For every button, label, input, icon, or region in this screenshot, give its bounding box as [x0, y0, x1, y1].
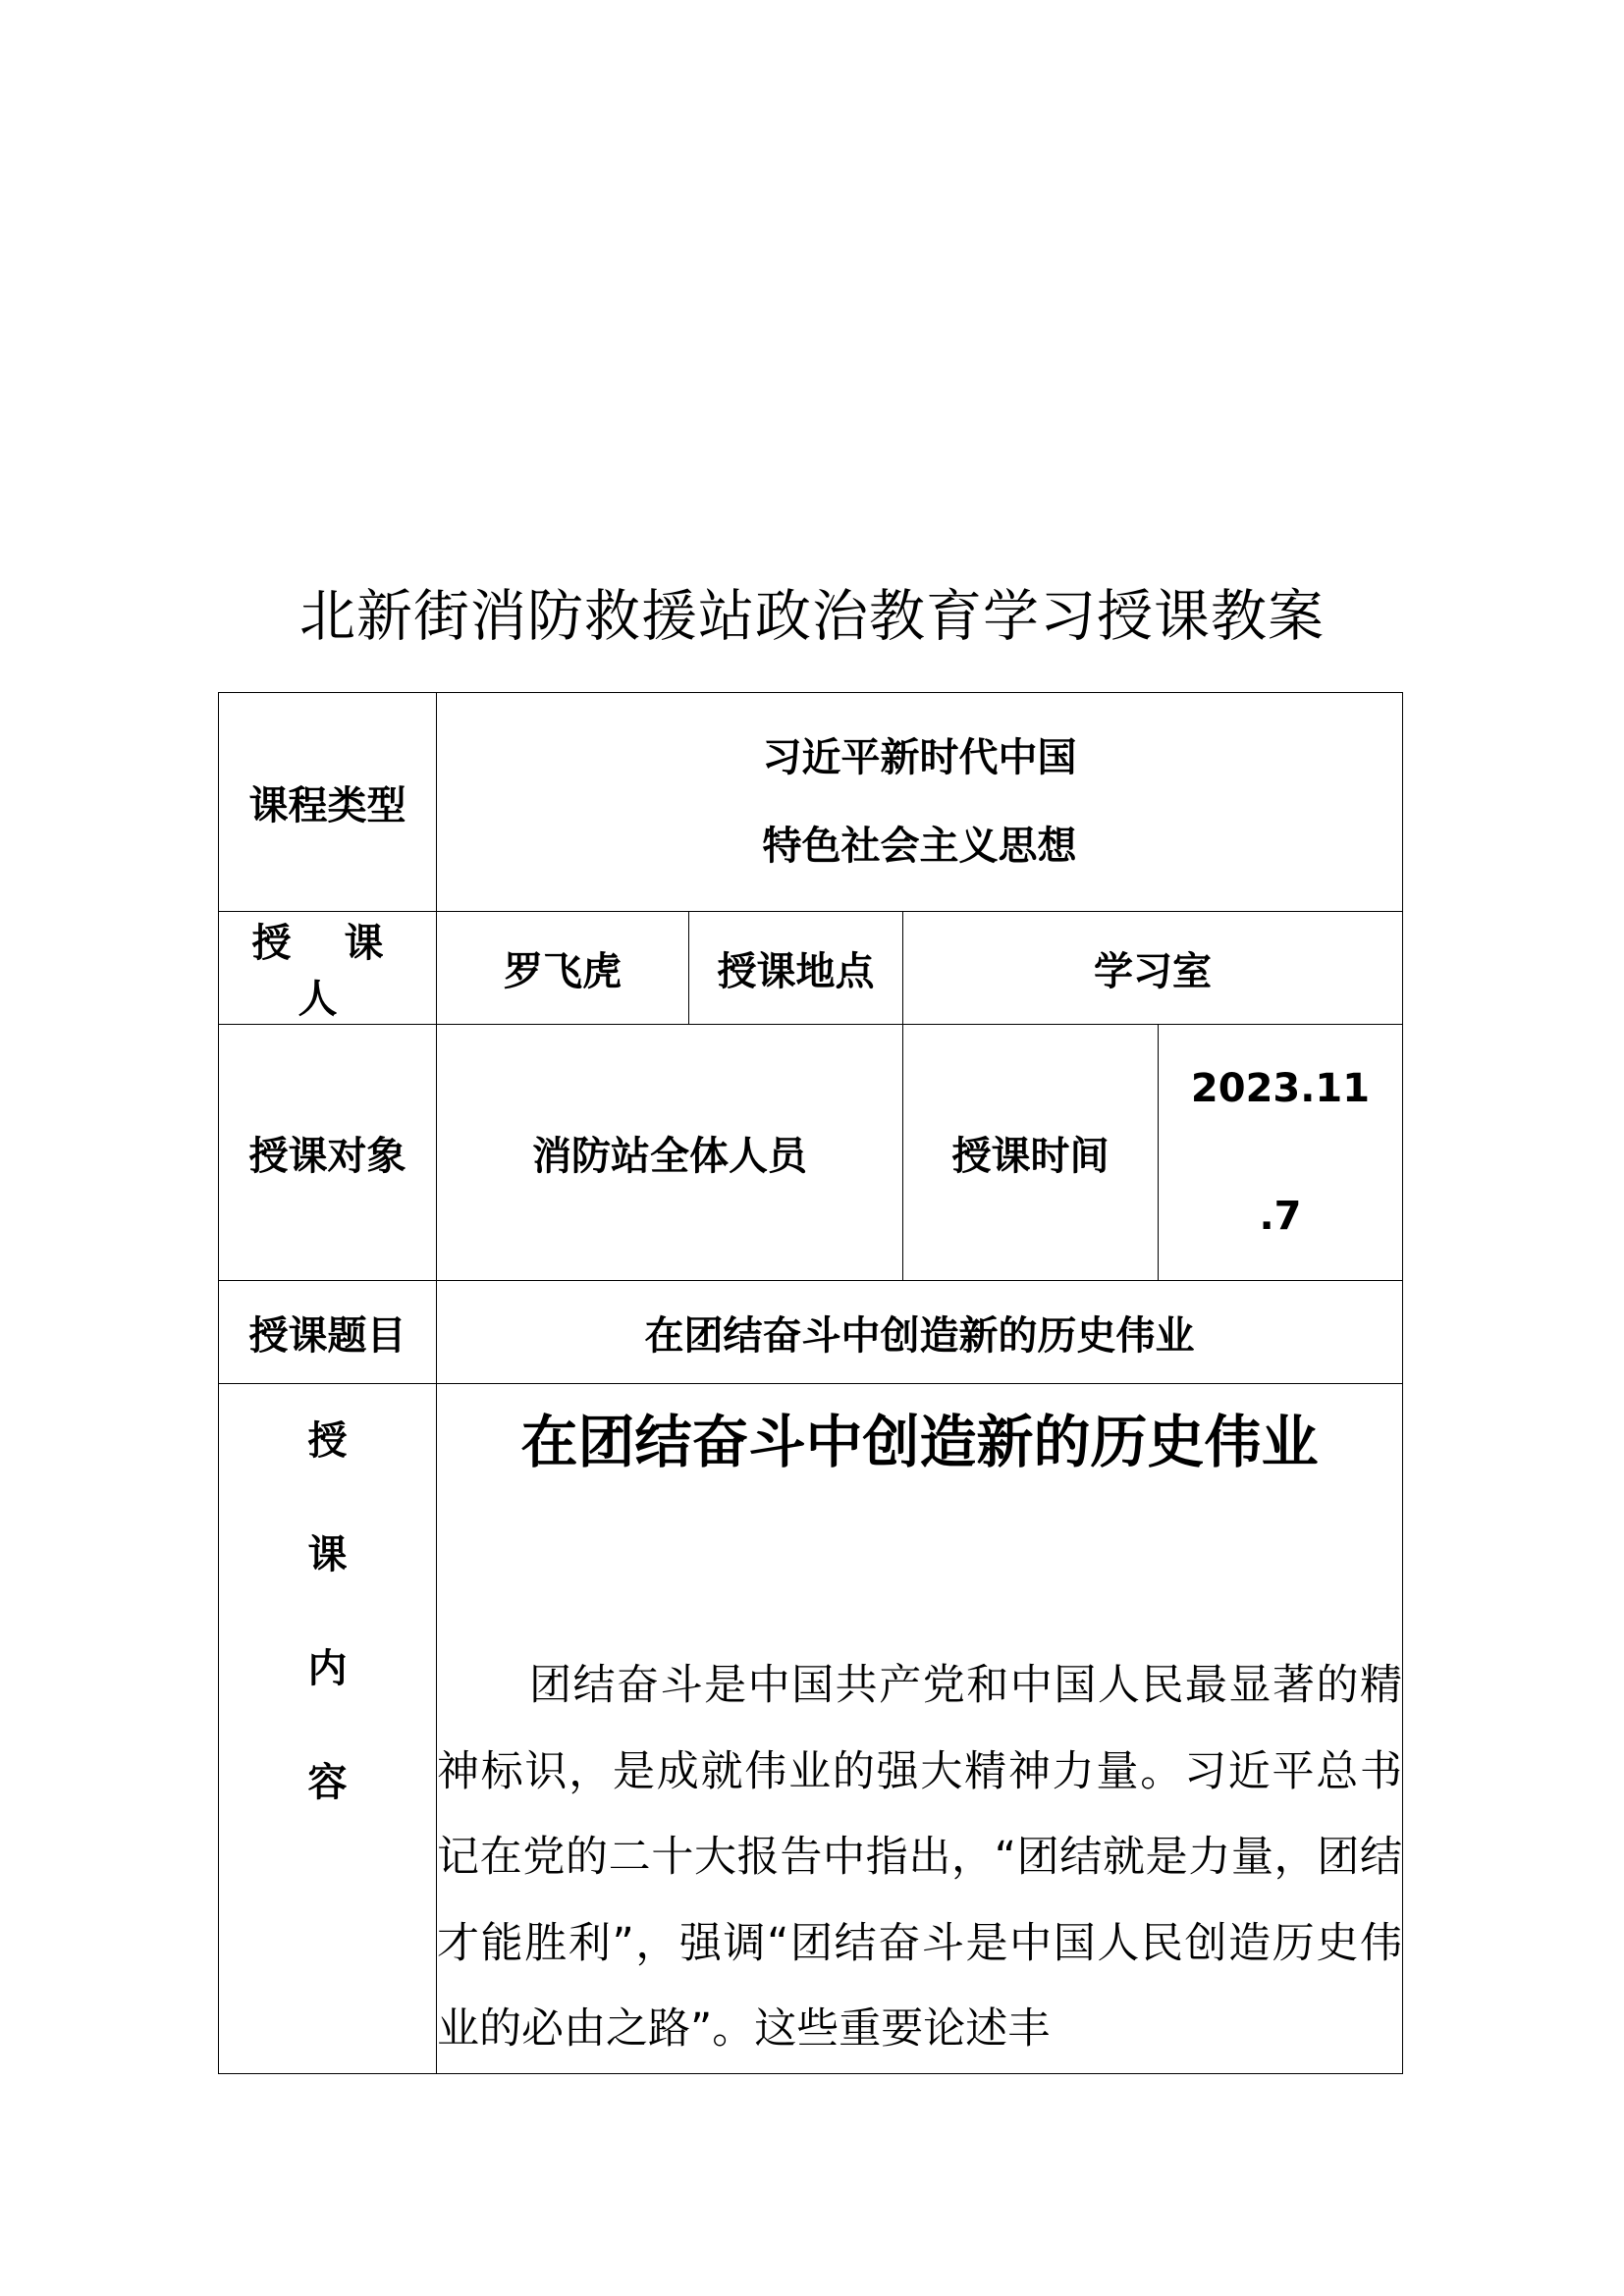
time-label: 授课时间: [903, 1025, 1159, 1281]
content-body: 团结奋斗是中国共产党和中国人民最显著的精神标识，是成就伟业的强大精神力量。习近平总书记在党的二十大报告中指出，“团结就是力量，团结才能胜利”，强调“团结奋斗是中国人民创造历史伟业的必由之路”。这些重要论述丰: [437, 1661, 1402, 2054]
content-cell: [437, 1384, 1403, 2074]
document-title: 北新街消防救援站政治教育学习授课教案: [299, 584, 1325, 649]
location-label: 授课地点: [689, 912, 903, 1025]
time-value: [1159, 1025, 1403, 1281]
topic-value: 在团结奋斗中创造新的历史伟业: [437, 1281, 1403, 1384]
time-value-line1: 2023.11: [1190, 1066, 1371, 1111]
content-label-char: 课: [307, 1532, 348, 1577]
topic-label: 授课题目: [219, 1281, 437, 1384]
content-label-char: 授: [307, 1418, 348, 1464]
course-type-row: [219, 693, 1403, 912]
audience-label: 授课对象: [219, 1025, 437, 1281]
teacher-label: 授 课 人: [219, 912, 437, 1025]
content-row: [219, 1384, 1403, 2074]
location-value: 学习室: [903, 912, 1403, 1025]
content-label-char: 容: [307, 1760, 348, 1805]
teacher-value: 罗飞虎: [437, 912, 689, 1025]
topic-row: [219, 1281, 1403, 1384]
audience-value: 消防站全体人员: [437, 1025, 903, 1281]
audience-row: [219, 1025, 1403, 1281]
teacher-row: [219, 912, 1403, 1025]
course-type-value-line1: 习近平新时代中国: [762, 735, 1077, 780]
course-type-value-line2: 特色社会主义思想: [762, 824, 1077, 869]
content-heading: 在团结奋斗中创造新的历史伟业: [520, 1409, 1319, 1475]
course-type-label: 课程类型: [219, 693, 437, 912]
lesson-plan-table: [218, 692, 1403, 2074]
content-label: [219, 1384, 437, 2074]
content-label-char: 内: [307, 1646, 348, 1691]
time-value-line2: .7: [1259, 1194, 1302, 1239]
course-type-value: [437, 693, 1403, 912]
